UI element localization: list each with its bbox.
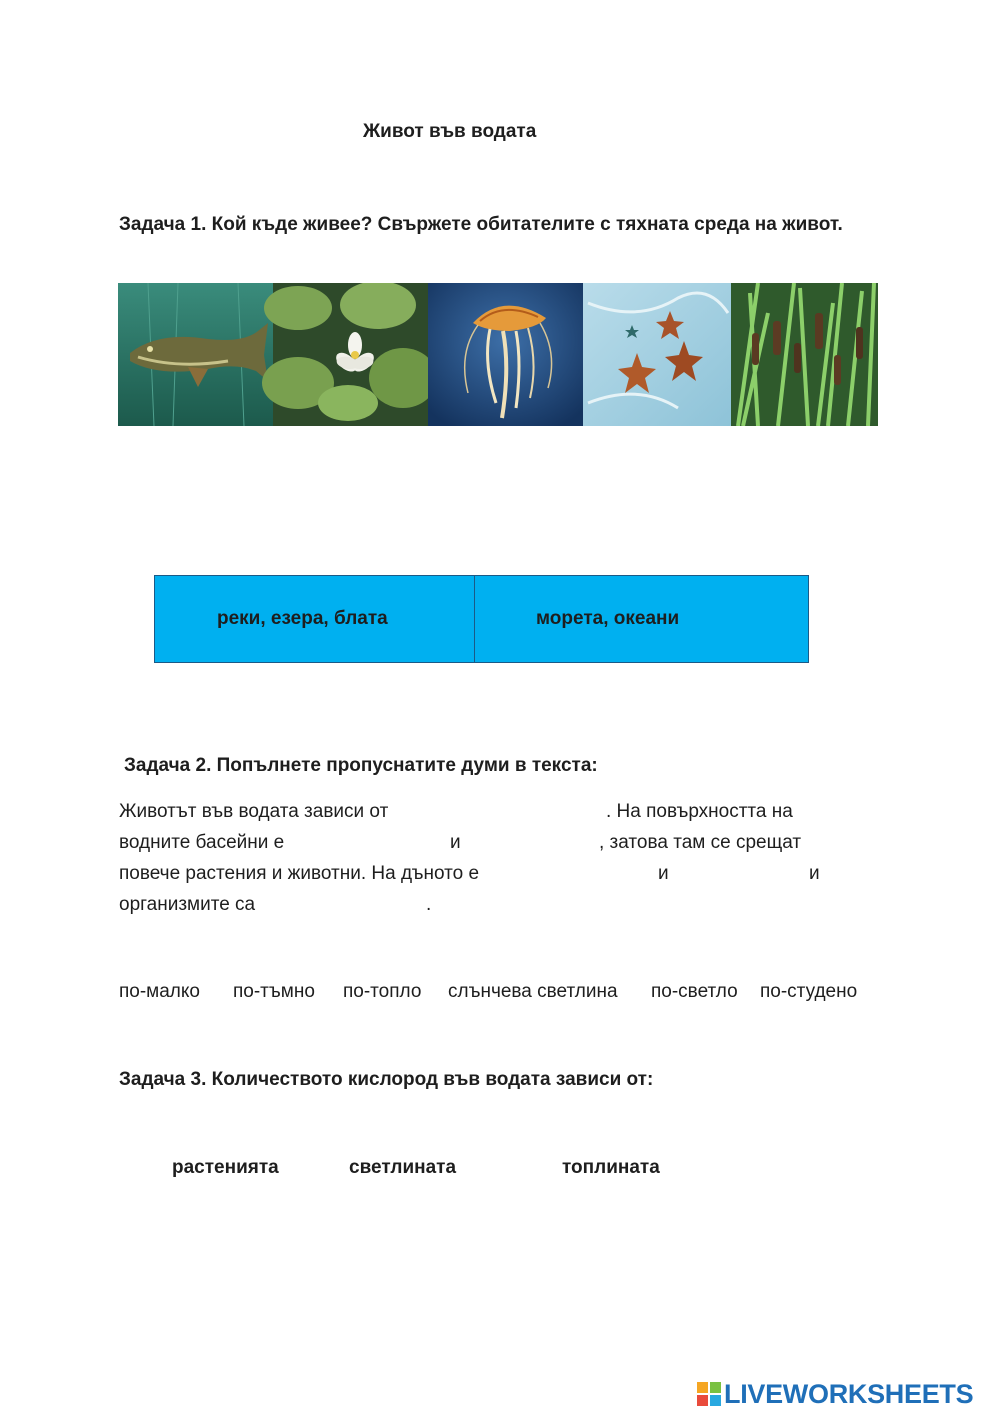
brand-name: LIVEWORKSHEETS bbox=[724, 1378, 974, 1409]
word-bank-item[interactable]: по-малко bbox=[119, 981, 200, 1002]
habitat-table bbox=[154, 575, 809, 663]
habitat-freshwater-cell[interactable] bbox=[155, 576, 475, 662]
task1-heading: Задача 1. Кой къде живее? Свържете обитателите с тяхната среда на живот. bbox=[119, 214, 843, 235]
text-segment: и bbox=[809, 863, 820, 884]
habitat-seawater-label: морета, океани bbox=[536, 608, 680, 629]
blank-input-6[interactable] bbox=[274, 889, 424, 917]
blank-input-1[interactable] bbox=[419, 796, 599, 824]
task3-heading: Задача 3. Количеството кислород във водата зависи от: bbox=[119, 1069, 654, 1090]
option-plants[interactable]: растенията bbox=[172, 1157, 279, 1178]
text-segment: и bbox=[658, 863, 669, 884]
word-bank-item[interactable]: по-тъмно bbox=[233, 981, 315, 1002]
liveworksheets-logo-icon bbox=[697, 1382, 721, 1406]
pike-fish-image bbox=[118, 283, 273, 426]
habitat-freshwater-label: реки, езера, блата bbox=[217, 608, 388, 629]
text-segment: . На повърхността на bbox=[606, 801, 793, 822]
text-segment: , затова там се срещат bbox=[599, 832, 802, 853]
word-bank-item[interactable]: по-светло bbox=[651, 981, 738, 1002]
text-segment: . bbox=[426, 894, 432, 915]
starfish-image bbox=[583, 283, 731, 426]
option-light[interactable]: светлината bbox=[349, 1157, 457, 1178]
cattail-reeds-image bbox=[731, 283, 878, 426]
word-bank-item[interactable]: слънчева светлина bbox=[448, 981, 618, 1002]
option-heat[interactable]: топлината bbox=[562, 1157, 660, 1178]
blank-input-2[interactable] bbox=[309, 827, 444, 855]
water-lily-image bbox=[262, 283, 437, 426]
blank-input-5[interactable] bbox=[679, 858, 804, 886]
text-segment: водните басейни е bbox=[119, 832, 285, 853]
word-bank-item[interactable]: по-студено bbox=[760, 981, 858, 1002]
blank-input-3[interactable] bbox=[469, 827, 594, 855]
liveworksheets-logo bbox=[697, 1380, 973, 1408]
page-title: Живот във водата bbox=[363, 121, 537, 142]
text-segment: организмите са bbox=[119, 894, 256, 915]
task2-heading: Задача 2. Попълнете пропуснатите думи в текста: bbox=[124, 755, 598, 776]
fill-in-paragraph bbox=[119, 796, 839, 920]
blank-input-4[interactable] bbox=[529, 858, 654, 886]
text-segment: и bbox=[450, 832, 461, 853]
text-segment: Животът във водата зависи от bbox=[119, 801, 389, 822]
text-segment: повече растения и животни. На дъното е bbox=[119, 863, 480, 884]
word-bank-item[interactable]: по-топло bbox=[343, 981, 422, 1002]
image-strip bbox=[118, 283, 878, 426]
jellyfish-image bbox=[428, 283, 583, 426]
habitat-seawater-cell[interactable] bbox=[475, 576, 679, 662]
